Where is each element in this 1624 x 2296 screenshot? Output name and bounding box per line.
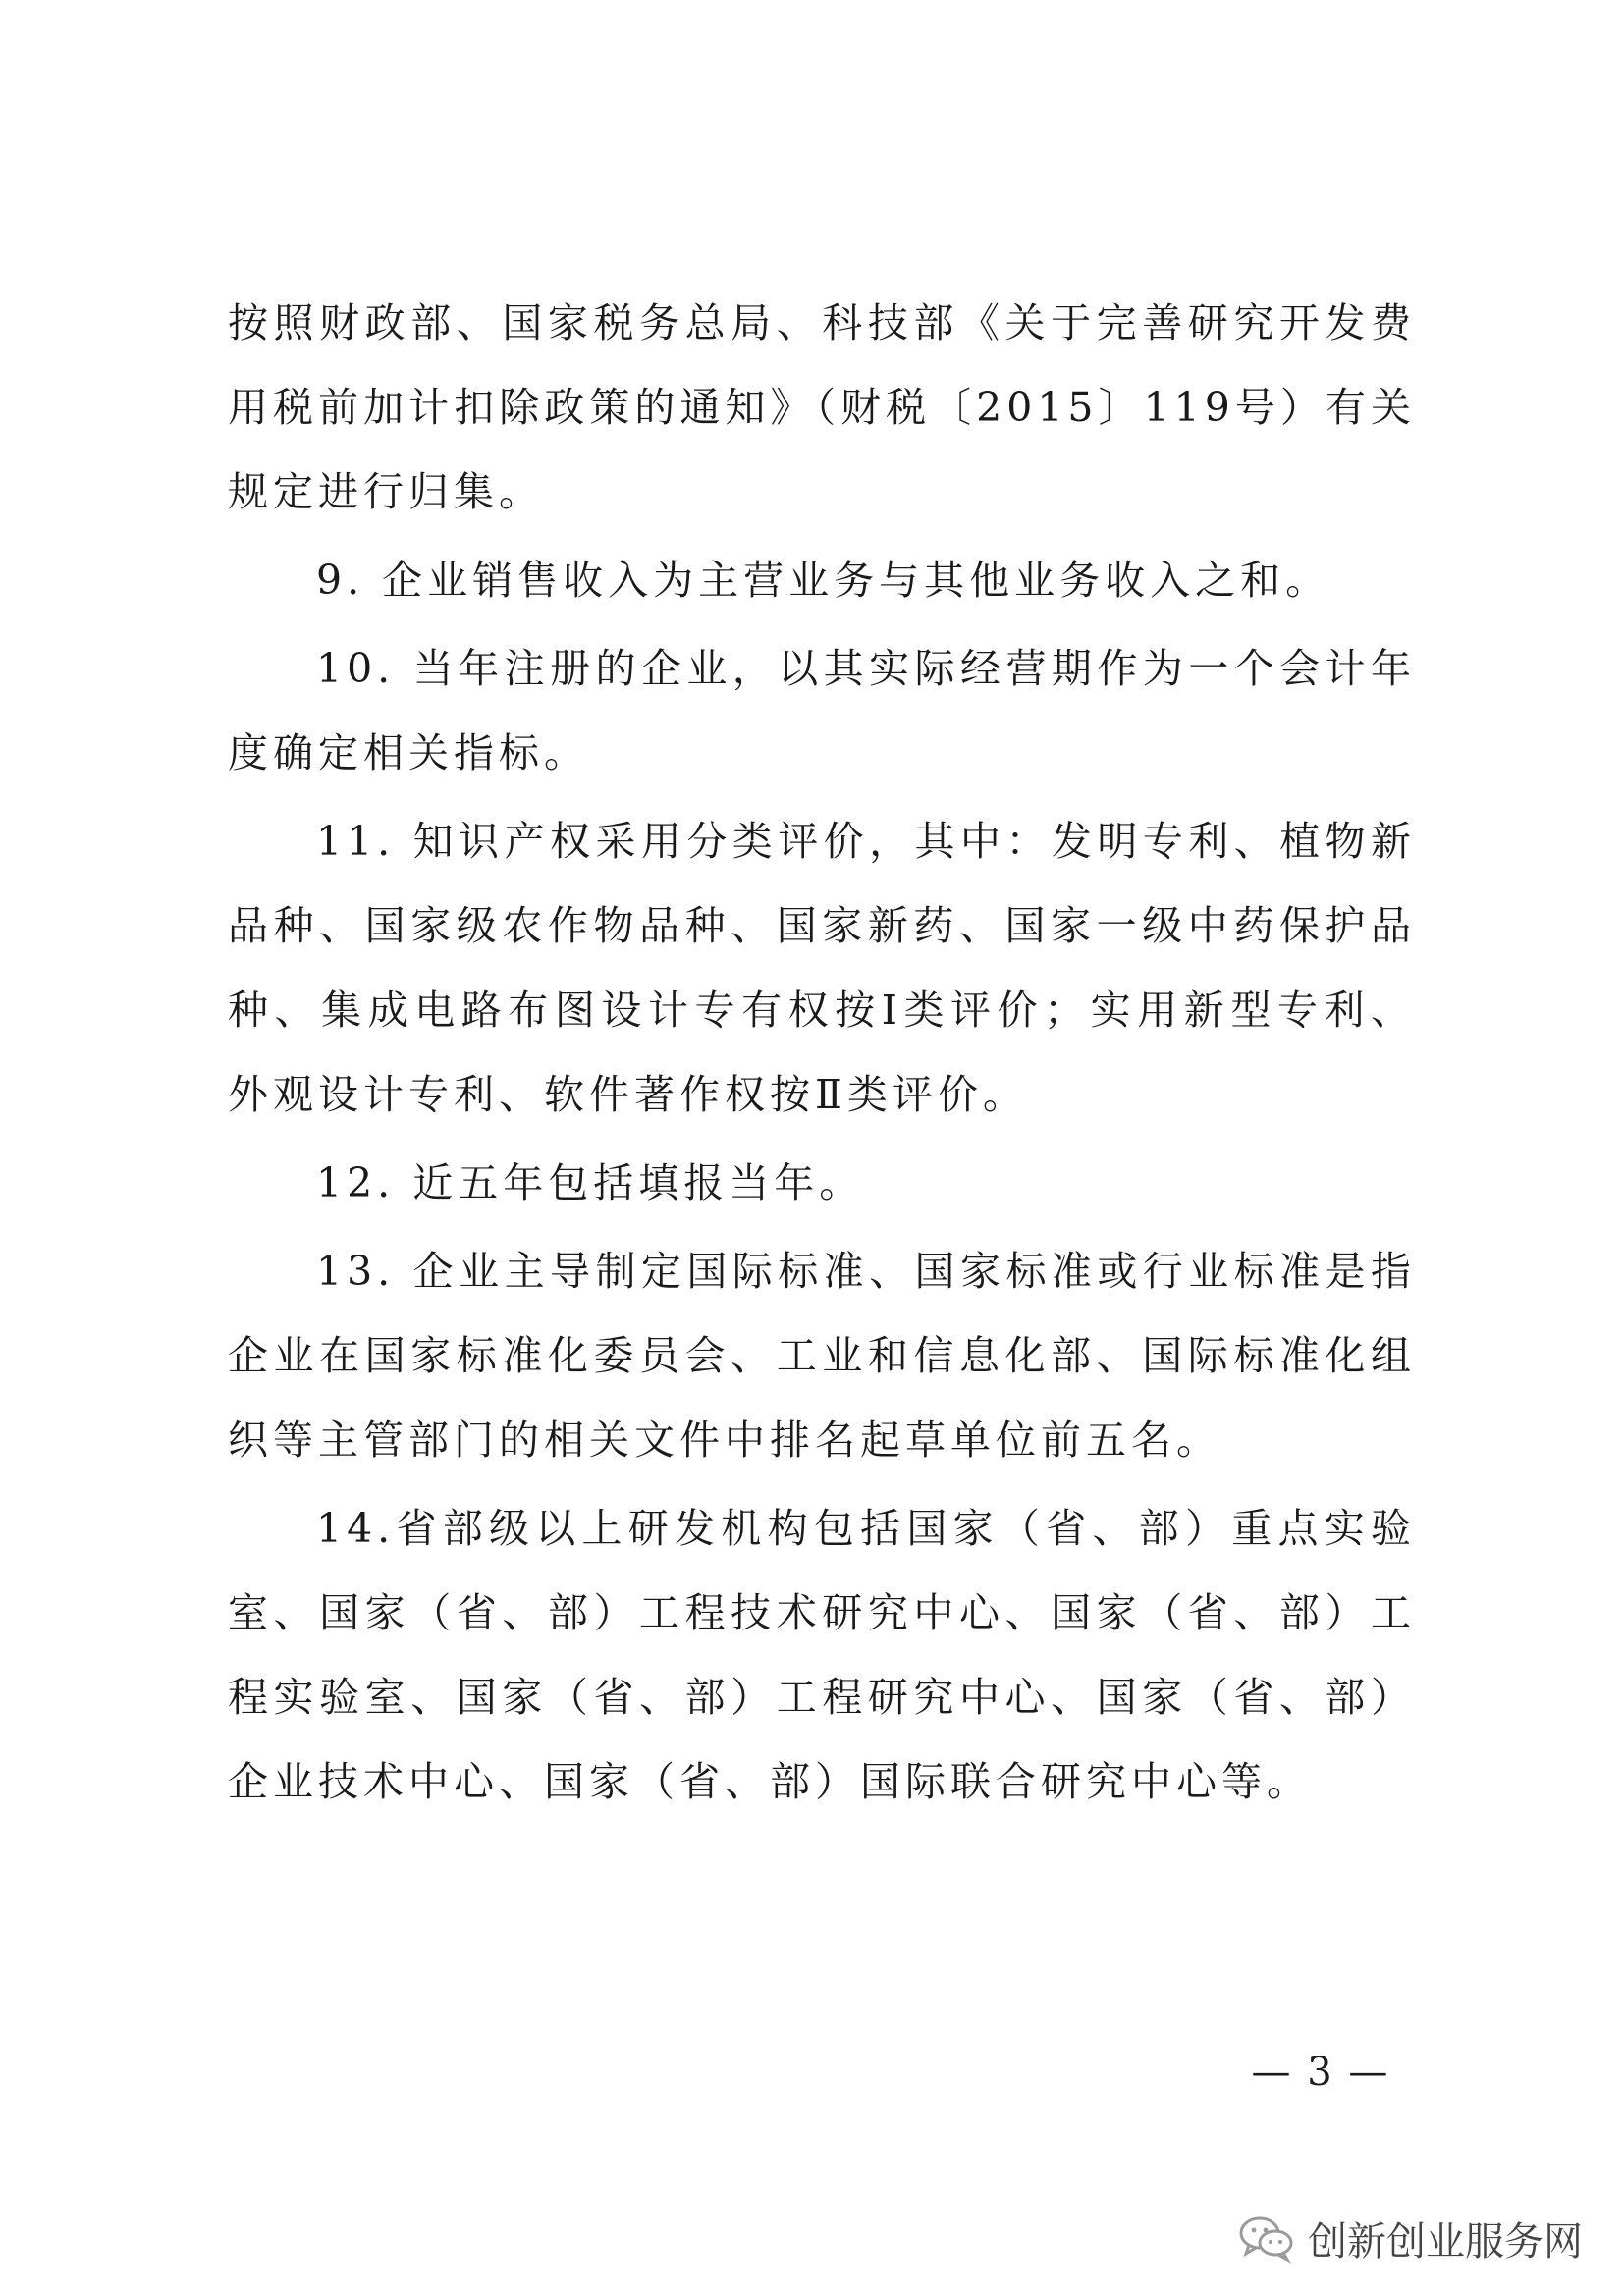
paragraph-item-14: 14.省部级以上研发机构包括国家（省、部）重点实验室、国家（省、部）工程技术研究中心、国家（省、部）工程实验室、国家（省、部）工程研究中心、国家（省、部）企业技术中心、国家（省、部）国际联合研究中心等。 <box>228 1505 1416 1805</box>
paragraph-item-9: 9. 企业销售收入为主营业务与其他业务收入之和。 <box>316 557 1331 604</box>
paragraph-item-13: 13. 企业主导制定国际标准、国家标准或行业标准是指企业在国家标准化委员会、工业和信息化部、国际标准化组织等主管部门的相关文件中排名起草单位前五名。 <box>228 1248 1416 1464</box>
page-number: — 3 — <box>1251 2050 1390 2095</box>
paragraph-continuation: 按照财政部、国家税务总局、科技部《关于完善研究开发费用税前加计扣除政策的通知》（财税〔2015〕119号）有关规定进行归集。 <box>228 299 1416 515</box>
paragraph-item-12: 12. 近五年包括填报当年。 <box>316 1159 865 1206</box>
watermark-text: 创新创业服务网 <box>1308 2218 1583 2265</box>
document-body <box>228 281 1416 1828</box>
wechat-icon <box>1237 2213 1296 2264</box>
paragraph-item-11: 11. 知识产权采用分类评价，其中：发明专利、植物新品种、国家级农作物品种、国家新药、国家一级中药保护品种、集成电路布图设计专有权按Ⅰ类评价；实用新型专利、外观设计专利、软件著作权按Ⅱ类评价。 <box>228 818 1416 1118</box>
paragraph-item-10: 10. 当年注册的企业，以其实际经营期作为一个会计年度确定相关指标。 <box>228 645 1416 776</box>
watermark <box>1237 2213 1583 2264</box>
